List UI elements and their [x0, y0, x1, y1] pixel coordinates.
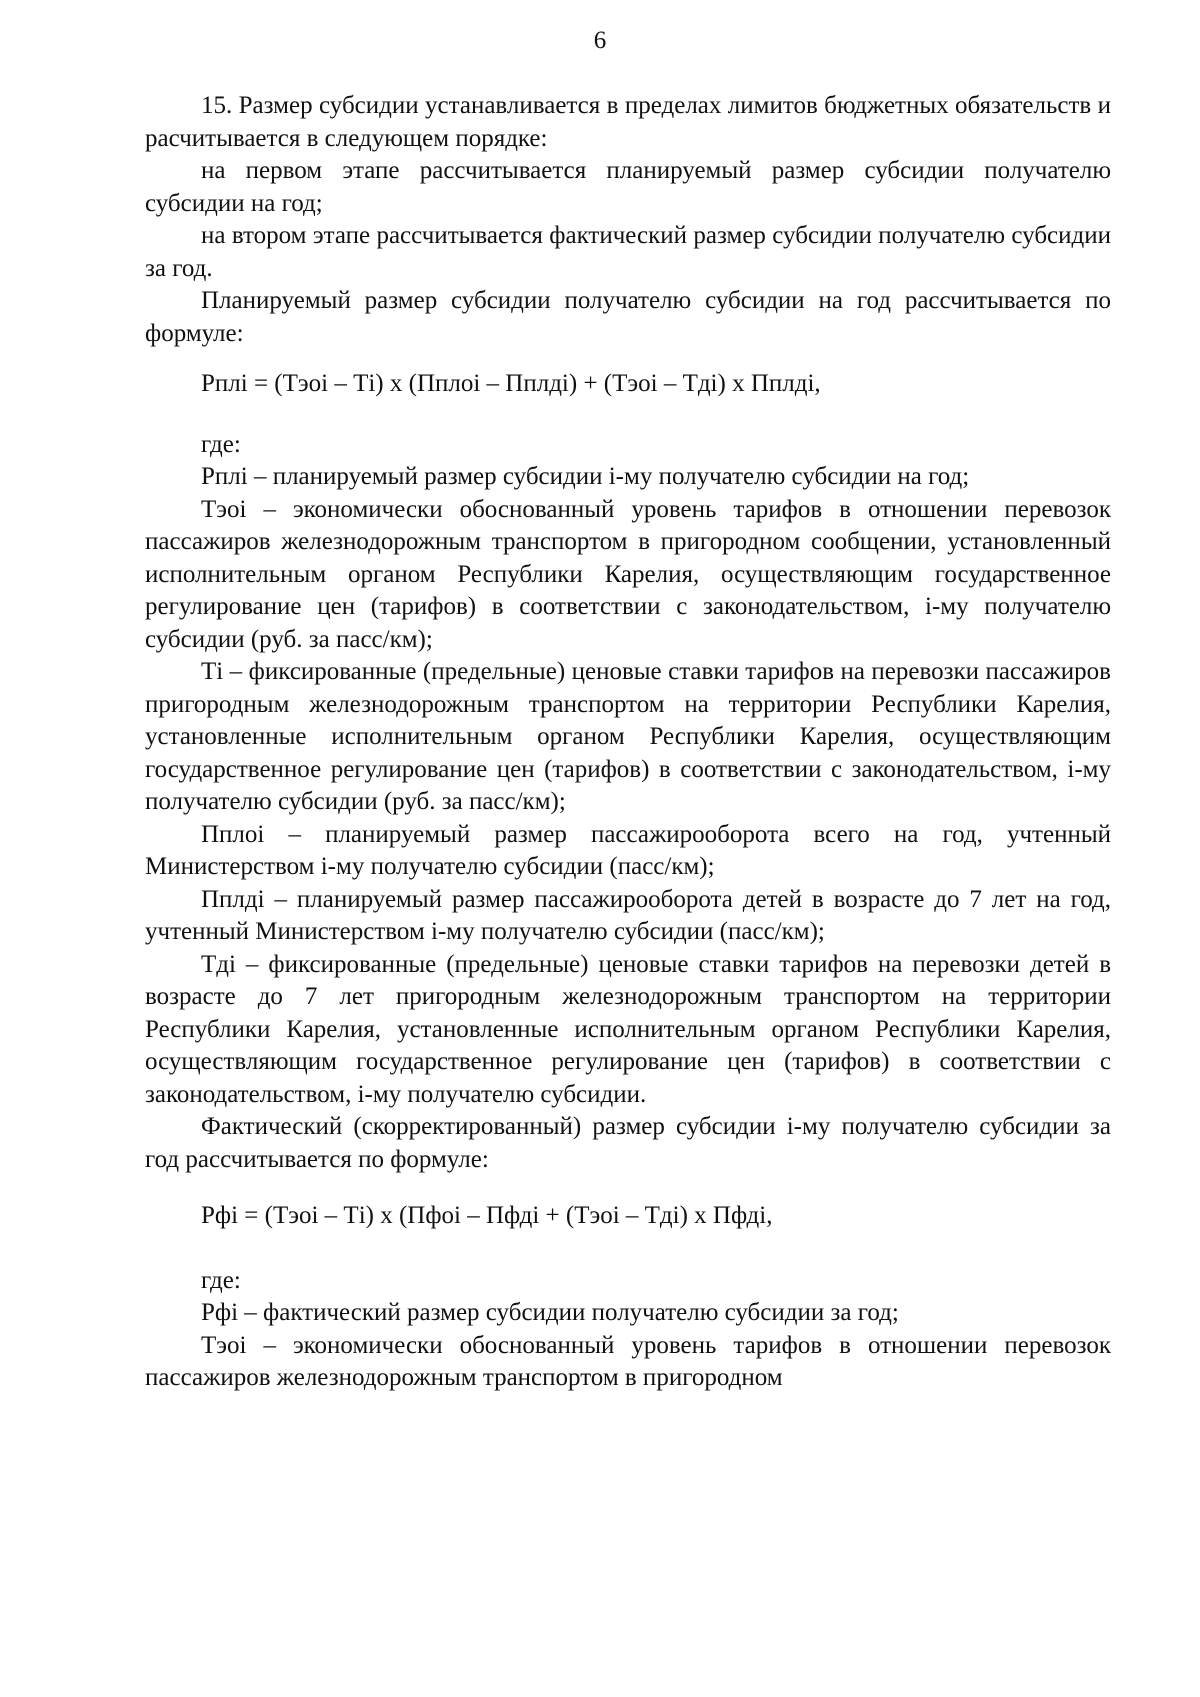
paragraph-where-1: где: — [201, 430, 241, 458]
paragraph-actual-intro: Фактический (скорректированный) размер субсидии і-му получателю субсидии за год рассчитывается по формуле: — [145, 1113, 1111, 1173]
definition-teoi-1: Тэоі – экономически обоснованный уровень тарифов в отношении перевозок пассажиров железнодорожным транспортом в пригородном сообщении, установленный исполнительным органом Республики Карелия, осуществляющим государственное регулирование цен (тарифов) в соответствии с законодательством, і-му получателю субсидии (руб. за пасс/км); — [145, 495, 1111, 653]
definition-pploi: Пплоі – планируемый размер пассажирооборота всего на год, учтенный Министерством і-му получателю субсидии (пасс/км); — [145, 820, 1111, 880]
paragraph-stage-1: на первом этапе рассчитывается планируемый размер субсидии получателю субсидии на год; — [145, 157, 1111, 217]
paragraph-planned-intro: Планируемый размер субсидии получателю субсидии на год рассчитывается по формуле: — [145, 287, 1111, 347]
document-body — [145, 90, 1111, 1395]
definition-ti: Ті – фиксированные (предельные) ценовые ставки тарифов на перевозки пассажиров пригородным железнодорожным транспортом на территории Республики Карелия, установленные исполнительным органом Республики Карелия, осуществляющим государственное регулирование цен (тарифов) в соответствии с законодательством, і-му получателю субсидии (руб. за пасс/км); — [145, 658, 1111, 815]
formula-actual: Рфі = (Тэоі – Ті) х (Пфоі – Пфді + (Тэоі – Тді) х Пфді, — [201, 1202, 773, 1229]
definition-rpli: Рплі – планируемый размер субсидии і-му получателю субсидии на год; — [201, 463, 970, 490]
definition-teoi-2: Тэоі – экономически обоснованный уровень тарифов в отношении перевозок пассажиров железнодорожным транспортом в пригородном — [145, 1331, 1111, 1391]
definition-tdi: Тді – фиксированные (предельные) ценовые ставки тарифов на перевозки детей в возрасте до 7 лет пригородным железнодорожным транспортом на территории Республики Карелия, установленные исполнительным органом Республики Карелия, осуществляющим государственное регулирование цен (тарифов) в соответствии с законодательством, і-му получателю субсидии. — [145, 950, 1111, 1108]
formula-planned: Рплі = (Тэоі – Ті) х (Пплоі – Пплді) + (Тэоі – Тді) х Пплді, — [201, 370, 821, 397]
definition-ppldi: Пплді – планируемый размер пассажирооборота детей в возрасте до 7 лет на год, учтенный Министерством і-му получателю субсидии (пасс/км); — [145, 885, 1111, 945]
page-number: 6 — [593, 27, 607, 54]
paragraph-15: 15. Размер субсидии устанавливается в пределах лимитов бюджетных обязательств и расчитывается в следующем порядке: — [145, 92, 1111, 152]
paragraph-stage-2: на втором этапе рассчитывается фактический размер субсидии получателю субсидии за год. — [145, 222, 1111, 282]
definition-rfi: Рфі – фактический размер субсидии получателю субсидии за год; — [201, 1299, 899, 1326]
paragraph-where-2: где: — [201, 1266, 241, 1294]
